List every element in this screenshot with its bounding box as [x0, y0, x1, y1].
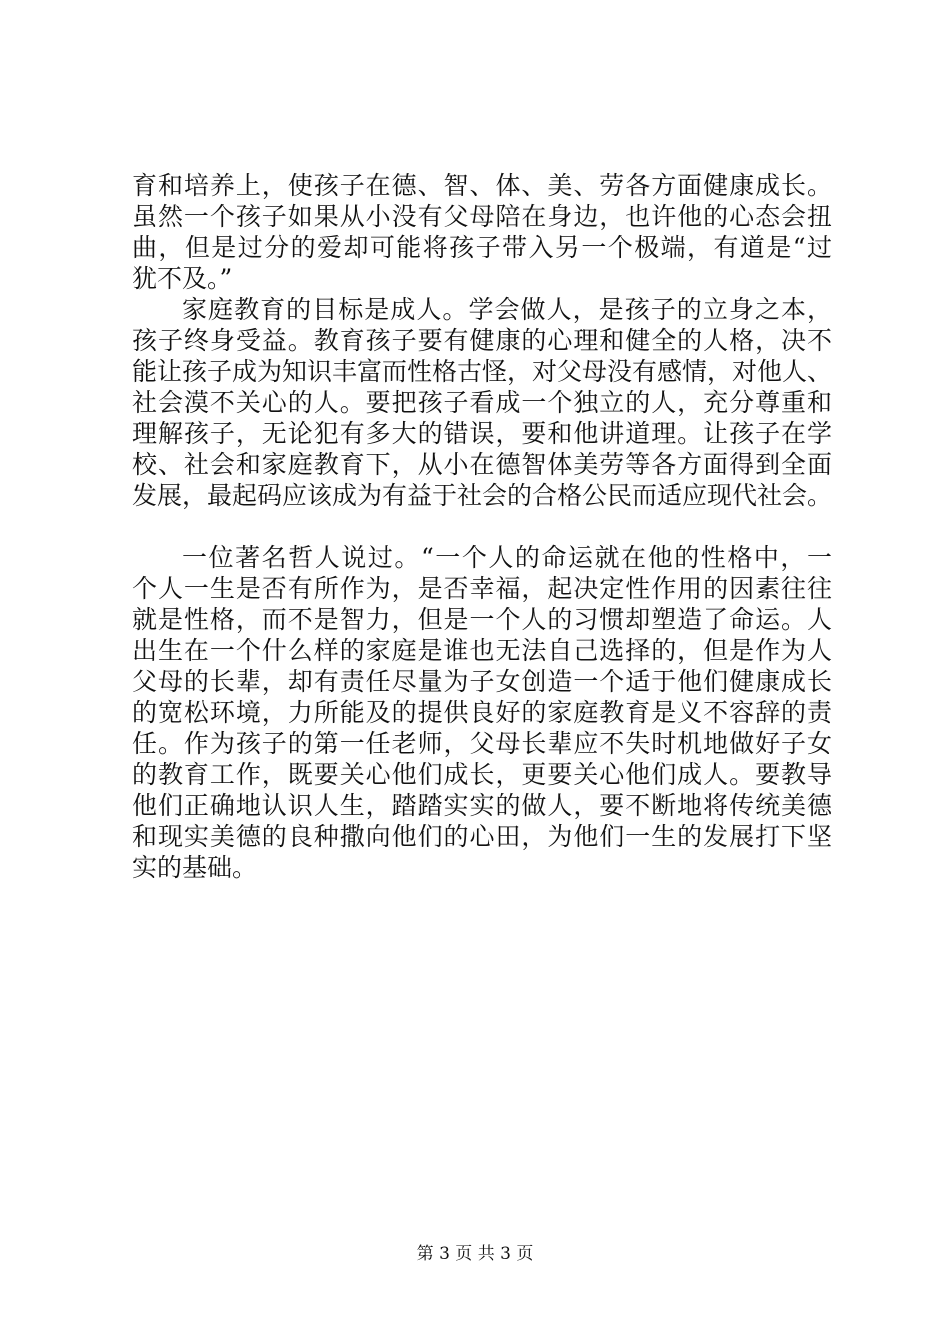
paragraph-line: 曲，但是过分的爱却可能将孩子带入另一个极端，有道是“过 — [132, 233, 832, 262]
paragraph-line: 家庭教育的目标是成人。学会做人，是孩子的立身之本， — [182, 295, 832, 324]
paragraph-line: 的宽松环境，力所能及的提供良好的家庭教育是义不容辞的责 — [132, 698, 832, 727]
paragraph-line: 任。作为孩子的第一任老师，父母长辈应不失时机地做好子女 — [132, 729, 832, 758]
paragraph-line: 实的基础。 — [132, 853, 258, 882]
paragraph-line: 虽然一个孩子如果从小没有父母陪在身边，也许他的心态会扭 — [132, 202, 832, 231]
paragraph-line: 就是性格，而不是智力，但是一个人的习惯却塑造了命运。人 — [132, 605, 832, 634]
paragraph-line: 发展，最起码应该成为有益于社会的合格公民而适应现代社会。 — [132, 481, 833, 510]
paragraph-3 — [132, 542, 832, 883]
paragraph-line: 的教育工作，既要关心他们成长，更要关心他们成人。要教导 — [132, 760, 832, 789]
document-body — [132, 170, 832, 883]
paragraph-line: 一位著名哲人说过。“一个人的命运就在他的性格中，一 — [182, 543, 832, 572]
paragraph-line: 社会漠不关心的人。要把孩子看成一个独立的人，充分尊重和 — [132, 388, 832, 417]
paragraph-line: 犹不及。” — [132, 264, 233, 293]
paragraph-line: 他们正确地认识人生，踏踏实实的做人，要不断地将传统美德 — [132, 791, 832, 820]
paragraph-line: 父母的长辈，却有责任尽量为子女创造一个适于他们健康成长 — [132, 667, 832, 696]
page-number-footer: 第 3 页 共 3 页 — [416, 1244, 534, 1264]
paragraph-line: 出生在一个什么样的家庭是谁也无法自己选择的，但是作为人 — [132, 636, 832, 665]
paragraph-line: 能让孩子成为知识丰富而性格古怪，对父母没有感情，对他人、 — [132, 357, 833, 386]
paragraph-line: 个人一生是否有所作为，是否幸福，起决定性作用的因素往往 — [132, 574, 832, 603]
paragraph-line: 校、社会和家庭教育下，从小在德智体美劳等各方面得到全面 — [132, 450, 832, 479]
paragraph-1 — [132, 170, 832, 294]
paragraph-2 — [132, 294, 832, 511]
paragraph-line: 孩子终身受益。教育孩子要有健康的心理和健全的人格，决不 — [132, 326, 832, 355]
paragraph-line: 理解孩子，无论犯有多大的错误，要和他讲道理。让孩子在学 — [132, 419, 832, 448]
paragraph-line: 育和培养上，使孩子在德、智、体、美、劳各方面健康成长。 — [132, 171, 832, 200]
paragraph-line: 和现实美德的良种撒向他们的心田，为他们一生的发展打下坚 — [132, 822, 832, 851]
paragraph-spacer — [132, 511, 832, 542]
